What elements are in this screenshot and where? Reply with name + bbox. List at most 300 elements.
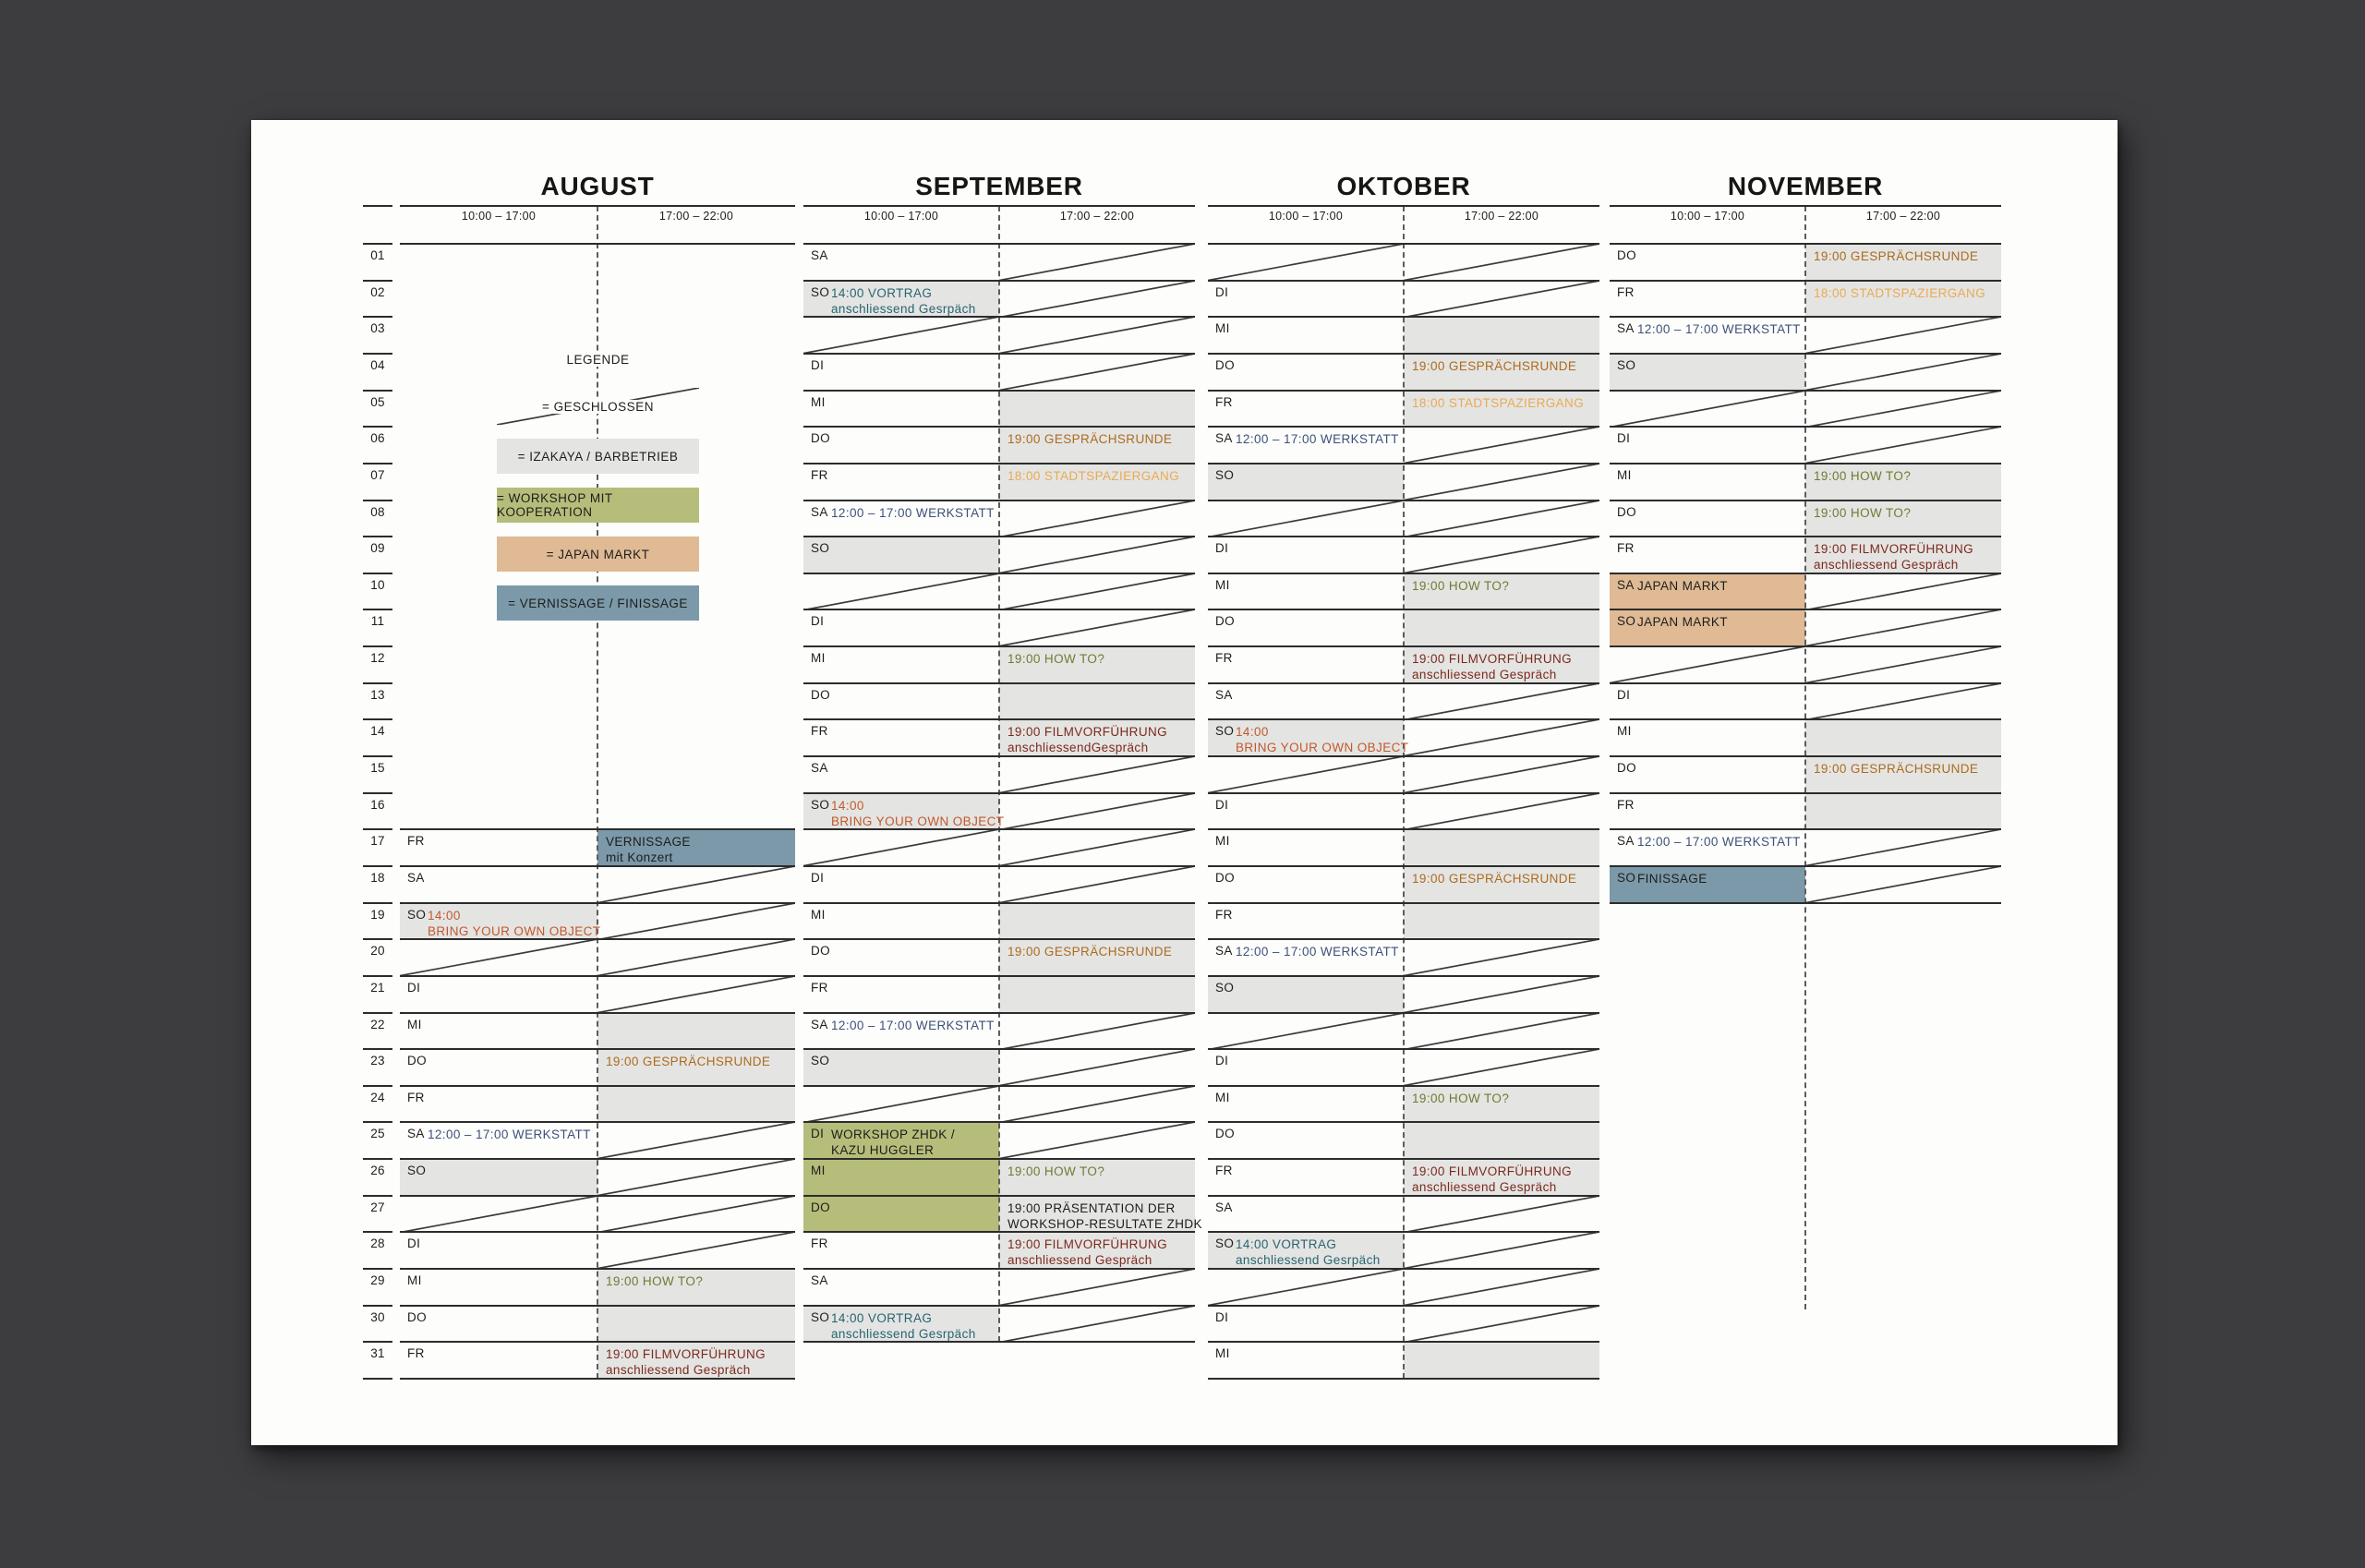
event-text: 18:00 STADTSPAZIERGANG bbox=[1814, 285, 1986, 300]
grid-line bbox=[803, 426, 1195, 428]
grid-line bbox=[803, 902, 1195, 904]
grid-line bbox=[1208, 280, 1599, 282]
grid-line bbox=[1208, 1378, 1599, 1380]
grid-line bbox=[803, 205, 1195, 207]
closed-diagonal bbox=[597, 939, 795, 976]
closed-diagonal bbox=[1208, 756, 1404, 793]
grid-line bbox=[1208, 1158, 1599, 1160]
closed-diagonal bbox=[1805, 866, 2001, 903]
day-number: 26 bbox=[370, 1164, 385, 1178]
grid-line bbox=[400, 1158, 795, 1160]
grid-line bbox=[1208, 718, 1599, 720]
event-text: 14:00 VORTRAG bbox=[831, 1310, 933, 1325]
closed-diagonal bbox=[999, 866, 1195, 903]
closed-diagonal bbox=[1404, 501, 1599, 537]
day-number: 07 bbox=[370, 467, 385, 482]
closed-diagonal bbox=[803, 317, 999, 354]
grid-line bbox=[1208, 902, 1599, 904]
closed-diagonal bbox=[1404, 1049, 1599, 1086]
event-text: anschliessend Gespräch bbox=[606, 1363, 751, 1378]
grid-line bbox=[363, 205, 392, 207]
day-number: 30 bbox=[370, 1309, 385, 1324]
closed-diagonal bbox=[999, 244, 1195, 281]
grid-line bbox=[400, 902, 795, 904]
grid-line bbox=[363, 426, 392, 428]
day-number: 10 bbox=[370, 577, 385, 592]
day-label: MI bbox=[1215, 321, 1230, 336]
event-text: 19:00 HOW TO? bbox=[1008, 1164, 1105, 1179]
event-cell bbox=[1208, 976, 1404, 1013]
closed-diagonal bbox=[1404, 939, 1599, 976]
day-label: DI bbox=[1215, 541, 1229, 556]
day-label: SA bbox=[1617, 834, 1635, 849]
grid-line bbox=[1610, 316, 2001, 318]
event-text: 19:00 FILMVORFÜHRUNG bbox=[1008, 1237, 1168, 1252]
grid-line bbox=[803, 718, 1195, 720]
day-label: SO bbox=[1617, 614, 1636, 629]
event-cell bbox=[803, 537, 999, 573]
event-text: BRING YOUR OWN OBJECT bbox=[1236, 741, 1409, 755]
closed-diagonal bbox=[1208, 1013, 1404, 1050]
day-number: 19 bbox=[370, 907, 385, 922]
day-label: FR bbox=[1215, 651, 1233, 666]
day-label: MI bbox=[407, 1273, 422, 1288]
closed-diagonal bbox=[803, 829, 999, 866]
day-label: SO bbox=[407, 907, 427, 922]
event-text: 18:00 STADTSPAZIERGANG bbox=[1008, 468, 1180, 483]
day-label: DI bbox=[1617, 687, 1631, 702]
day-label: SA bbox=[811, 1273, 828, 1288]
legend-item bbox=[497, 388, 699, 425]
grid-line bbox=[1208, 1121, 1599, 1123]
closed-diagonal bbox=[1404, 244, 1599, 281]
day-label: MI bbox=[811, 394, 826, 409]
event-text: anschliessend Gesrpäch bbox=[831, 301, 976, 316]
grid-line bbox=[400, 1195, 795, 1197]
event-text: 14:00 bbox=[1236, 725, 1269, 740]
day-label: SO bbox=[1617, 870, 1636, 885]
closed-diagonal bbox=[803, 573, 999, 610]
day-label: DI bbox=[811, 1127, 825, 1141]
closed-diagonal bbox=[597, 1122, 795, 1159]
grid-line bbox=[803, 463, 1195, 464]
grid-line bbox=[1208, 609, 1599, 610]
legend-title bbox=[497, 353, 699, 367]
closed-diagonal bbox=[1805, 609, 2001, 646]
day-label: MI bbox=[1215, 1346, 1230, 1361]
event-text: 19:00 GESPRÄCHSRUNDE bbox=[1008, 432, 1173, 447]
event-cell bbox=[803, 1159, 999, 1196]
grid-line bbox=[803, 536, 1195, 537]
closed-diagonal bbox=[999, 354, 1195, 391]
event-text: anschliessend Gesrpäch bbox=[831, 1326, 976, 1341]
grid-line bbox=[1610, 902, 2001, 904]
grid-line bbox=[363, 718, 392, 720]
grid-line bbox=[803, 1195, 1195, 1197]
day-number: 28 bbox=[370, 1236, 385, 1251]
event-cell bbox=[999, 903, 1195, 940]
grid-line bbox=[363, 500, 392, 501]
event-text: 19:00 HOW TO? bbox=[1814, 468, 1912, 483]
day-label: FR bbox=[811, 980, 828, 995]
grid-line bbox=[400, 1012, 795, 1014]
day-label: SO bbox=[407, 1164, 427, 1178]
grid-line bbox=[363, 353, 392, 355]
closed-diagonal bbox=[1805, 354, 2001, 391]
day-number: 05 bbox=[370, 394, 385, 409]
closed-diagonal bbox=[1404, 976, 1599, 1013]
event-cell bbox=[1805, 719, 2001, 756]
closed-diagonal bbox=[999, 1306, 1195, 1343]
day-label: SO bbox=[1617, 357, 1636, 372]
event-text: JAPAN MARKT bbox=[1637, 578, 1728, 593]
day-label: MI bbox=[811, 651, 826, 666]
day-label: MI bbox=[1215, 1090, 1230, 1104]
event-text: mit Konzert bbox=[606, 850, 673, 865]
day-label: DI bbox=[811, 870, 825, 885]
event-text: 14:00 VORTRAG bbox=[1236, 1237, 1337, 1252]
event-text: 19:00 GESPRÄCHSRUNDE bbox=[1412, 358, 1577, 373]
event-cell bbox=[803, 1049, 999, 1086]
closed-diagonal bbox=[1404, 427, 1599, 464]
event-cell bbox=[803, 1196, 999, 1233]
grid-line bbox=[363, 792, 392, 794]
legend-item bbox=[497, 537, 699, 572]
grid-line bbox=[363, 280, 392, 282]
closed-diagonal bbox=[1805, 317, 2001, 354]
event-text: 19:00 FILMVORFÜHRUNG bbox=[1008, 725, 1168, 740]
closed-diagonal bbox=[999, 501, 1195, 537]
event-text: FINISSAGE bbox=[1637, 871, 1707, 886]
event-cell bbox=[597, 1013, 795, 1050]
grid-line bbox=[363, 755, 392, 757]
grid-line bbox=[363, 1378, 392, 1380]
closed-diagonal bbox=[1208, 501, 1404, 537]
grid-line bbox=[1610, 865, 2001, 867]
day-label: MI bbox=[1215, 577, 1230, 592]
grid-line bbox=[1610, 645, 2001, 647]
closed-diagonal bbox=[999, 1122, 1195, 1159]
grid-line bbox=[363, 1231, 392, 1233]
closed-diagonal bbox=[999, 317, 1195, 354]
day-label: DO bbox=[811, 1200, 831, 1214]
grid-line bbox=[803, 975, 1195, 977]
grid-line bbox=[1208, 390, 1599, 392]
day-label: SA bbox=[1617, 577, 1635, 592]
day-label: MI bbox=[1617, 467, 1632, 482]
day-label: DO bbox=[407, 1309, 428, 1324]
day-label: FR bbox=[811, 724, 828, 739]
event-text: 19:00 FILMVORFÜHRUNG bbox=[1412, 652, 1573, 667]
grid-line bbox=[1610, 718, 2001, 720]
grid-line bbox=[363, 865, 392, 867]
legend-item-label: = WORKSHOP MIT KOOPERATION bbox=[497, 491, 613, 519]
closed-diagonal bbox=[1404, 464, 1599, 501]
event-text: 12:00 – 17:00 WERKSTATT bbox=[1637, 322, 1801, 337]
event-cell bbox=[1404, 1122, 1599, 1159]
closed-diagonal bbox=[1404, 537, 1599, 573]
day-number: 20 bbox=[370, 944, 385, 959]
closed-diagonal bbox=[1805, 683, 2001, 720]
day-label: FR bbox=[407, 834, 425, 849]
day-label: SA bbox=[407, 1127, 425, 1141]
event-text: BRING YOUR OWN OBJECT bbox=[428, 923, 601, 938]
grid-line bbox=[803, 1048, 1195, 1050]
grid-line bbox=[803, 573, 1195, 574]
day-label: SO bbox=[1215, 1236, 1235, 1251]
grid-line bbox=[803, 1012, 1195, 1014]
grid-line bbox=[1208, 938, 1599, 940]
event-cell bbox=[400, 1159, 597, 1196]
grid-line bbox=[1610, 353, 2001, 355]
grid-line bbox=[363, 902, 392, 904]
event-cell bbox=[1404, 903, 1599, 940]
grid-line bbox=[363, 938, 392, 940]
day-label: DO bbox=[1215, 614, 1236, 629]
grid-line bbox=[1208, 645, 1599, 647]
day-number: 27 bbox=[370, 1200, 385, 1214]
day-label: DI bbox=[1215, 797, 1229, 812]
time-range-header: 10:00 – 17:00 bbox=[1670, 210, 1745, 223]
grid-line bbox=[1208, 353, 1599, 355]
closed-diagonal bbox=[597, 1159, 795, 1196]
grid-line bbox=[400, 1121, 795, 1123]
grid-line bbox=[1610, 792, 2001, 794]
closed-diagonal bbox=[1805, 391, 2001, 428]
day-number: 02 bbox=[370, 284, 385, 299]
grid-line bbox=[400, 975, 795, 977]
grid-line bbox=[1208, 1305, 1599, 1307]
day-label: SA bbox=[1215, 1200, 1233, 1214]
closed-diagonal bbox=[597, 976, 795, 1013]
grid-line bbox=[803, 1085, 1195, 1087]
grid-line bbox=[803, 682, 1195, 684]
day-label: DO bbox=[811, 944, 831, 959]
grid-line bbox=[363, 1121, 392, 1123]
day-label: SO bbox=[811, 797, 830, 812]
day-label: DI bbox=[1215, 1054, 1229, 1068]
grid-line bbox=[1610, 390, 2001, 392]
grid-line bbox=[400, 1231, 795, 1233]
event-text: 14:00 bbox=[428, 908, 461, 923]
grid-line bbox=[1610, 828, 2001, 830]
day-label: SO bbox=[811, 284, 830, 299]
event-text: JAPAN MARKT bbox=[1637, 615, 1728, 630]
grid-line bbox=[363, 1158, 392, 1160]
closed-diagonal bbox=[999, 1049, 1195, 1086]
day-label: SA bbox=[1215, 431, 1233, 446]
day-label: SO bbox=[1215, 467, 1235, 482]
grid-line bbox=[400, 865, 795, 867]
grid-line bbox=[400, 1305, 795, 1307]
grid-line bbox=[1208, 1085, 1599, 1087]
grid-line bbox=[1208, 500, 1599, 501]
closed-diagonal bbox=[1805, 829, 2001, 866]
grid-line bbox=[400, 205, 795, 207]
grid-line bbox=[1208, 536, 1599, 537]
grid-line bbox=[363, 573, 392, 574]
day-label: FR bbox=[407, 1346, 425, 1361]
grid-line bbox=[363, 682, 392, 684]
legend-item-label: = IZAKAYA / BARBETRIEB bbox=[517, 449, 679, 464]
grid-line bbox=[1610, 755, 2001, 757]
day-number: 23 bbox=[370, 1054, 385, 1068]
day-label: DO bbox=[811, 431, 831, 446]
day-label: FR bbox=[1617, 284, 1635, 299]
grid-line bbox=[1610, 280, 2001, 282]
day-number: 21 bbox=[370, 980, 385, 995]
closed-diagonal bbox=[999, 537, 1195, 573]
closed-diagonal bbox=[999, 829, 1195, 866]
event-cell bbox=[597, 1306, 795, 1343]
day-label: DI bbox=[1215, 284, 1229, 299]
grid-line bbox=[1208, 426, 1599, 428]
day-label: DI bbox=[811, 357, 825, 372]
day-label: SO bbox=[1215, 724, 1235, 739]
legend-item bbox=[497, 439, 699, 474]
grid-line bbox=[803, 280, 1195, 282]
grid-line bbox=[400, 1268, 795, 1270]
grid-line bbox=[803, 500, 1195, 501]
day-label: MI bbox=[1617, 724, 1632, 739]
closed-diagonal bbox=[999, 609, 1195, 646]
grid-line bbox=[1610, 682, 2001, 684]
day-label: SA bbox=[407, 870, 425, 885]
closed-diagonal bbox=[1805, 646, 2001, 683]
event-text: 14:00 bbox=[831, 798, 864, 813]
event-text: 12:00 – 17:00 WERKSTATT bbox=[1236, 945, 1399, 959]
day-label: DI bbox=[407, 1236, 421, 1251]
grid-line bbox=[803, 865, 1195, 867]
event-cell bbox=[999, 976, 1195, 1013]
time-range-header: 17:00 – 22:00 bbox=[1464, 210, 1539, 223]
day-label: DO bbox=[1617, 248, 1637, 262]
event-text: 12:00 – 17:00 WERKSTATT bbox=[1637, 835, 1801, 850]
day-number: 12 bbox=[370, 651, 385, 666]
grid-line bbox=[1208, 975, 1599, 977]
day-label: SO bbox=[811, 1309, 830, 1324]
grid-line bbox=[363, 1341, 392, 1343]
event-text: 19:00 PRÄSENTATION DER bbox=[1008, 1200, 1176, 1215]
event-text: anschliessend Gespräch bbox=[1814, 558, 1959, 573]
day-number: 18 bbox=[370, 870, 385, 885]
event-text: anschliessendGespräch bbox=[1008, 741, 1149, 755]
day-number: 09 bbox=[370, 541, 385, 556]
day-label: FR bbox=[1215, 1164, 1233, 1178]
event-cell bbox=[597, 1086, 795, 1123]
day-number: 03 bbox=[370, 321, 385, 336]
time-range-header: 17:00 – 22:00 bbox=[658, 210, 734, 223]
grid-line bbox=[363, 609, 392, 610]
event-cell bbox=[1805, 793, 2001, 830]
grid-line bbox=[400, 1085, 795, 1087]
day-label: SA bbox=[811, 761, 828, 776]
day-label: DO bbox=[1215, 1127, 1236, 1141]
event-text: 12:00 – 17:00 WERKSTATT bbox=[1236, 432, 1399, 447]
closed-diagonal bbox=[597, 866, 795, 903]
time-range-header: 17:00 – 22:00 bbox=[1059, 210, 1135, 223]
day-label: DO bbox=[1617, 761, 1637, 776]
day-label: DI bbox=[1617, 431, 1631, 446]
event-text: 18:00 STADTSPAZIERGANG bbox=[1412, 395, 1585, 410]
grid-line bbox=[803, 243, 1195, 245]
day-number: 01 bbox=[370, 248, 385, 262]
time-range-header: 10:00 – 17:00 bbox=[1268, 210, 1344, 223]
closed-diagonal bbox=[1404, 683, 1599, 720]
grid-line bbox=[803, 792, 1195, 794]
day-label: DI bbox=[407, 980, 421, 995]
event-cell bbox=[1404, 609, 1599, 646]
grid-line bbox=[363, 243, 392, 245]
grid-line bbox=[1208, 828, 1599, 830]
day-number: 29 bbox=[370, 1273, 385, 1288]
closed-diagonal bbox=[1404, 1013, 1599, 1050]
month-title: OKTOBER bbox=[1336, 172, 1471, 200]
closed-diagonal bbox=[1404, 1269, 1599, 1306]
grid-line bbox=[363, 1048, 392, 1050]
time-range-header: 10:00 – 17:00 bbox=[863, 210, 939, 223]
day-number: 06 bbox=[370, 431, 385, 446]
event-text: 19:00 HOW TO? bbox=[1814, 505, 1912, 520]
closed-diagonal bbox=[1404, 1232, 1599, 1269]
day-label: MI bbox=[811, 907, 826, 922]
closed-diagonal bbox=[999, 1013, 1195, 1050]
event-text: 12:00 – 17:00 WERKSTATT bbox=[831, 1018, 995, 1032]
closed-diagonal bbox=[1610, 391, 1805, 428]
day-number: 25 bbox=[370, 1127, 385, 1141]
grid-line bbox=[1208, 205, 1599, 207]
closed-diagonal bbox=[999, 1269, 1195, 1306]
closed-diagonal bbox=[400, 939, 597, 976]
day-label: SO bbox=[811, 1054, 830, 1068]
event-text: 19:00 GESPRÄCHSRUNDE bbox=[1814, 762, 1979, 777]
day-label: FR bbox=[1215, 907, 1233, 922]
day-label: DO bbox=[1215, 357, 1236, 372]
closed-diagonal bbox=[999, 793, 1195, 830]
calendar-poster bbox=[251, 120, 2118, 1445]
event-text: 19:00 HOW TO? bbox=[1008, 652, 1105, 667]
day-label: SA bbox=[811, 504, 828, 519]
legend-item-label: = GESCHLOSSEN bbox=[537, 400, 659, 414]
closed-diagonal bbox=[1404, 793, 1599, 830]
grid-line bbox=[400, 243, 795, 245]
event-text: 14:00 VORTRAG bbox=[831, 285, 933, 300]
legend-item bbox=[497, 488, 699, 523]
grid-line bbox=[1208, 316, 1599, 318]
closed-diagonal bbox=[1610, 646, 1805, 683]
grid-line bbox=[363, 1268, 392, 1270]
closed-diagonal bbox=[999, 573, 1195, 610]
closed-diagonal bbox=[1404, 719, 1599, 756]
grid-line bbox=[1208, 463, 1599, 464]
legend-item bbox=[497, 585, 699, 621]
grid-line bbox=[1208, 1012, 1599, 1014]
day-label: FR bbox=[407, 1090, 425, 1104]
closed-diagonal bbox=[1404, 1306, 1599, 1343]
day-label: SA bbox=[1215, 944, 1233, 959]
legend-item-label: = JAPAN MARKT bbox=[546, 547, 650, 561]
grid-line bbox=[363, 645, 392, 647]
grid-line bbox=[363, 828, 392, 830]
grid-line bbox=[1610, 500, 2001, 501]
grid-line bbox=[400, 1048, 795, 1050]
grid-line bbox=[1208, 573, 1599, 574]
event-text: KAZU HUGGLER bbox=[831, 1143, 935, 1158]
day-number: 11 bbox=[370, 614, 385, 629]
grid-line bbox=[400, 1341, 795, 1343]
grid-line bbox=[803, 938, 1195, 940]
day-number: 15 bbox=[370, 761, 385, 776]
